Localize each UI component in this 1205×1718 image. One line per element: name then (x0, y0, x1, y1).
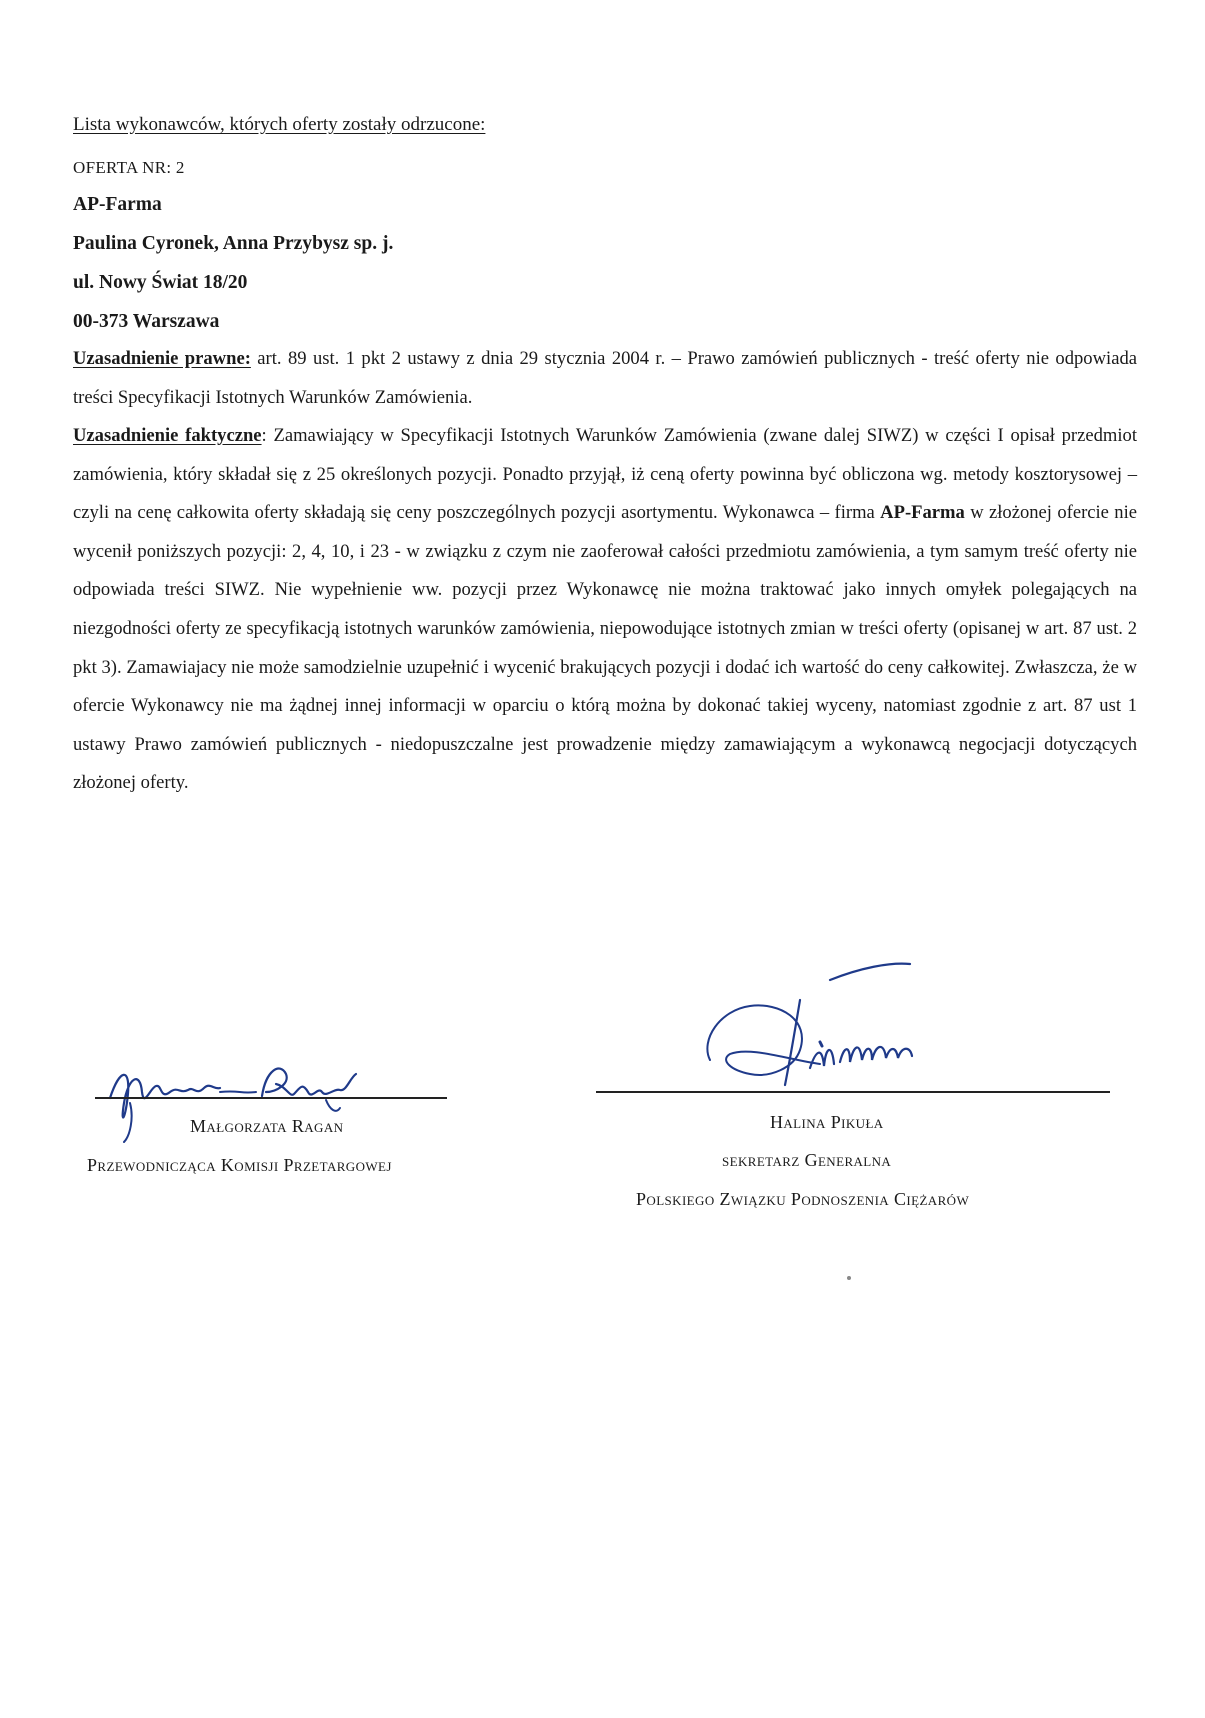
factual-basis-text-before: : Zamawiający w Specyfikacji Istotnych Warunków Zamówienia (zwane dalej SIWZ) w części I opisał przedmiot zamówienia, który składał się z 25 określonych pozycji. Ponadto przyjął, iż ceną oferty powinna być obliczona wg. metody kosztorysowej – czyli na cenę całkowita oferty składają się ceny poszczególnych pozycji asortymentu. Wykonawca – firma (73, 425, 1137, 524)
left-signatory-name: Małgorzata Ragan (190, 1116, 344, 1136)
right-signatory-organization: Polskiego Związku Podnoszenia Ciężarów (636, 1189, 970, 1209)
offer-number: OFERTA NR: 2 (73, 158, 185, 177)
company-city: 00-373 Warszawa (73, 311, 220, 332)
right-handwritten-signature (690, 950, 990, 1100)
legal-basis-label: Uzasadnienie prawne: (73, 348, 251, 369)
right-signatory-name: Halina Pikuła (770, 1112, 884, 1132)
right-signatory-title: sekretarz Generalna (722, 1150, 892, 1170)
company-name: AP-Farma (73, 194, 162, 215)
right-signature-line (596, 1091, 1110, 1093)
factual-basis-company: AP-Farma (880, 502, 965, 524)
factual-basis-paragraph (73, 417, 1137, 803)
left-signature-line (95, 1097, 447, 1099)
legal-basis-paragraph (73, 340, 1137, 417)
factual-basis-label: Uzasadnienie faktyczne (73, 425, 262, 446)
company-street: ul. Nowy Świat 18/20 (73, 272, 248, 293)
left-signatory-title: Przewodnicząca Komisji Przetargowej (87, 1155, 392, 1175)
rejected-bidders-heading: Lista wykonawców, których oferty zostały odrzucone: (73, 114, 486, 135)
legal-basis-text: art. 89 ust. 1 pkt 2 ustawy z dnia 29 stycznia 2004 r. – Prawo zamówień publicznych - treść oferty nie odpowiada treści Specyfikacji Istotnych Warunków Zamówienia. (73, 348, 1137, 408)
factual-basis-text-after: w złożonej ofercie nie wycenił poniższych pozycji: 2, 4, 10, i 23 - w związku z czym nie zaoferował całości przedmiotu zamówienia, a tym samym treść oferty nie odpowiada treści SIWZ. Nie wypełnienie ww. pozycji przez Wykonawcę nie można traktować jako innych omyłek polegających na niezgodności oferty ze specyfikacją istotnych warunków zamówienia, niepowodujące istotnych zmian w treści oferty (opisanej w art. 87 ust. 2 pkt 3). Zamawiajacy nie może samodzielnie uzupełnić i wycenić brakujących pozycji i dodać ich wartość do ceny całkowitej. Zwłaszcza, że w ofercie Wykonawcy nie ma żądnej innej informacji w oparciu o którą można by dokonać takiej wyceny, natomiast zgodnie z art. 87 ust 1 ustawy Prawo zamówień publicznych - niedopuszczalne jest prowadzenie między zamawiającym a wykonawcą negocjacji dotyczących złożonej oferty. (73, 502, 1138, 794)
scan-speck (847, 1276, 851, 1280)
company-owners: Paulina Cyronek, Anna Przybysz sp. j. (73, 233, 394, 254)
